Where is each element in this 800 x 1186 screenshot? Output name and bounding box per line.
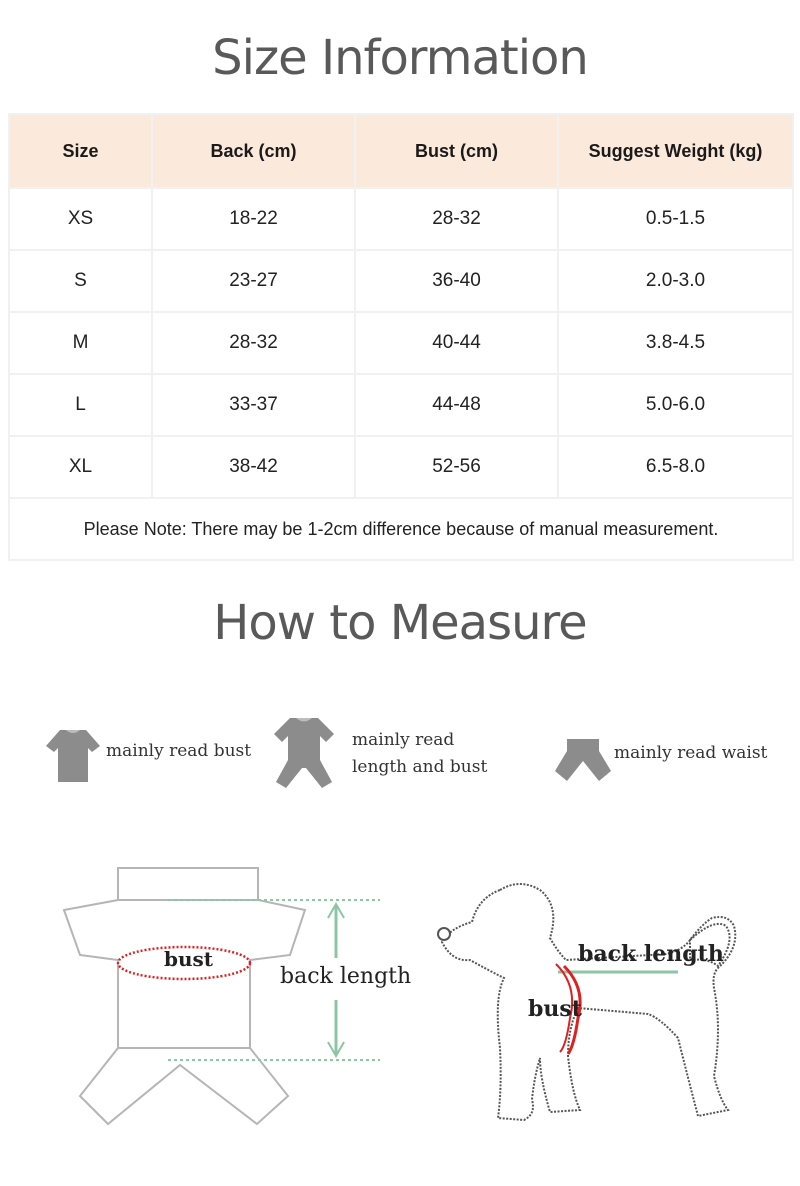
cell-weight: 2.0-3.0	[558, 250, 793, 312]
header-back: Back (cm)	[152, 114, 355, 188]
dog-diagram	[428, 878, 748, 1130]
table-row	[9, 250, 793, 312]
garment-outline	[64, 868, 305, 1124]
how-to-measure-title: How to Measure	[213, 595, 587, 651]
cell-back: 28-32	[152, 312, 355, 374]
garment-back-length-label: back length	[280, 964, 412, 989]
cell-weight: 0.5-1.5	[558, 188, 793, 250]
size-table	[8, 113, 794, 561]
cell-bust: 44-48	[355, 374, 558, 436]
cell-weight: 6.5-8.0	[558, 436, 793, 498]
cell-bust: 28-32	[355, 188, 558, 250]
garment-bust-label: bust	[164, 947, 214, 971]
legend-length-bust-text	[352, 727, 487, 781]
cell-back: 18-22	[152, 188, 355, 250]
legend-bust-text: mainly read bust	[106, 741, 252, 761]
legend-waist-text: mainly read waist	[614, 743, 768, 763]
cell-size: XS	[9, 188, 152, 250]
dog-bust-label: bust	[528, 996, 582, 1022]
table-row	[9, 374, 793, 436]
garment-diagram	[60, 860, 390, 1132]
jumpsuit-icon	[272, 716, 336, 790]
pants-icon	[553, 737, 613, 783]
cell-back: 33-37	[152, 374, 355, 436]
cell-bust: 52-56	[355, 436, 558, 498]
header-size: Size	[9, 114, 152, 188]
cell-back: 38-42	[152, 436, 355, 498]
cell-size: L	[9, 374, 152, 436]
shirt-icon	[44, 728, 102, 784]
cell-size: M	[9, 312, 152, 374]
table-row	[9, 312, 793, 374]
dog-back-length-label: back length	[578, 941, 724, 967]
cell-weight: 5.0-6.0	[558, 374, 793, 436]
cell-weight: 3.8-4.5	[558, 312, 793, 374]
dog-outline	[442, 884, 735, 1120]
cell-bust: 40-44	[355, 312, 558, 374]
dog-nose	[438, 928, 450, 940]
cell-back: 23-27	[152, 250, 355, 312]
table-header-row	[9, 114, 793, 188]
cell-bust: 36-40	[355, 250, 558, 312]
size-information-title: Size Information	[212, 30, 588, 86]
legend-length-bust-line2: length and bust	[352, 757, 488, 777]
cell-size: S	[9, 250, 152, 312]
table-row	[9, 188, 793, 250]
table-row	[9, 436, 793, 498]
cell-size: XL	[9, 436, 152, 498]
legend-length-bust-line1: mainly read	[352, 730, 455, 750]
header-bust: Bust (cm)	[355, 114, 558, 188]
header-weight: Suggest Weight (kg)	[558, 114, 793, 188]
measurement-note: Please Note: There may be 1-2cm difference because of manual measurement.	[9, 498, 793, 560]
table-note-row	[9, 498, 793, 560]
